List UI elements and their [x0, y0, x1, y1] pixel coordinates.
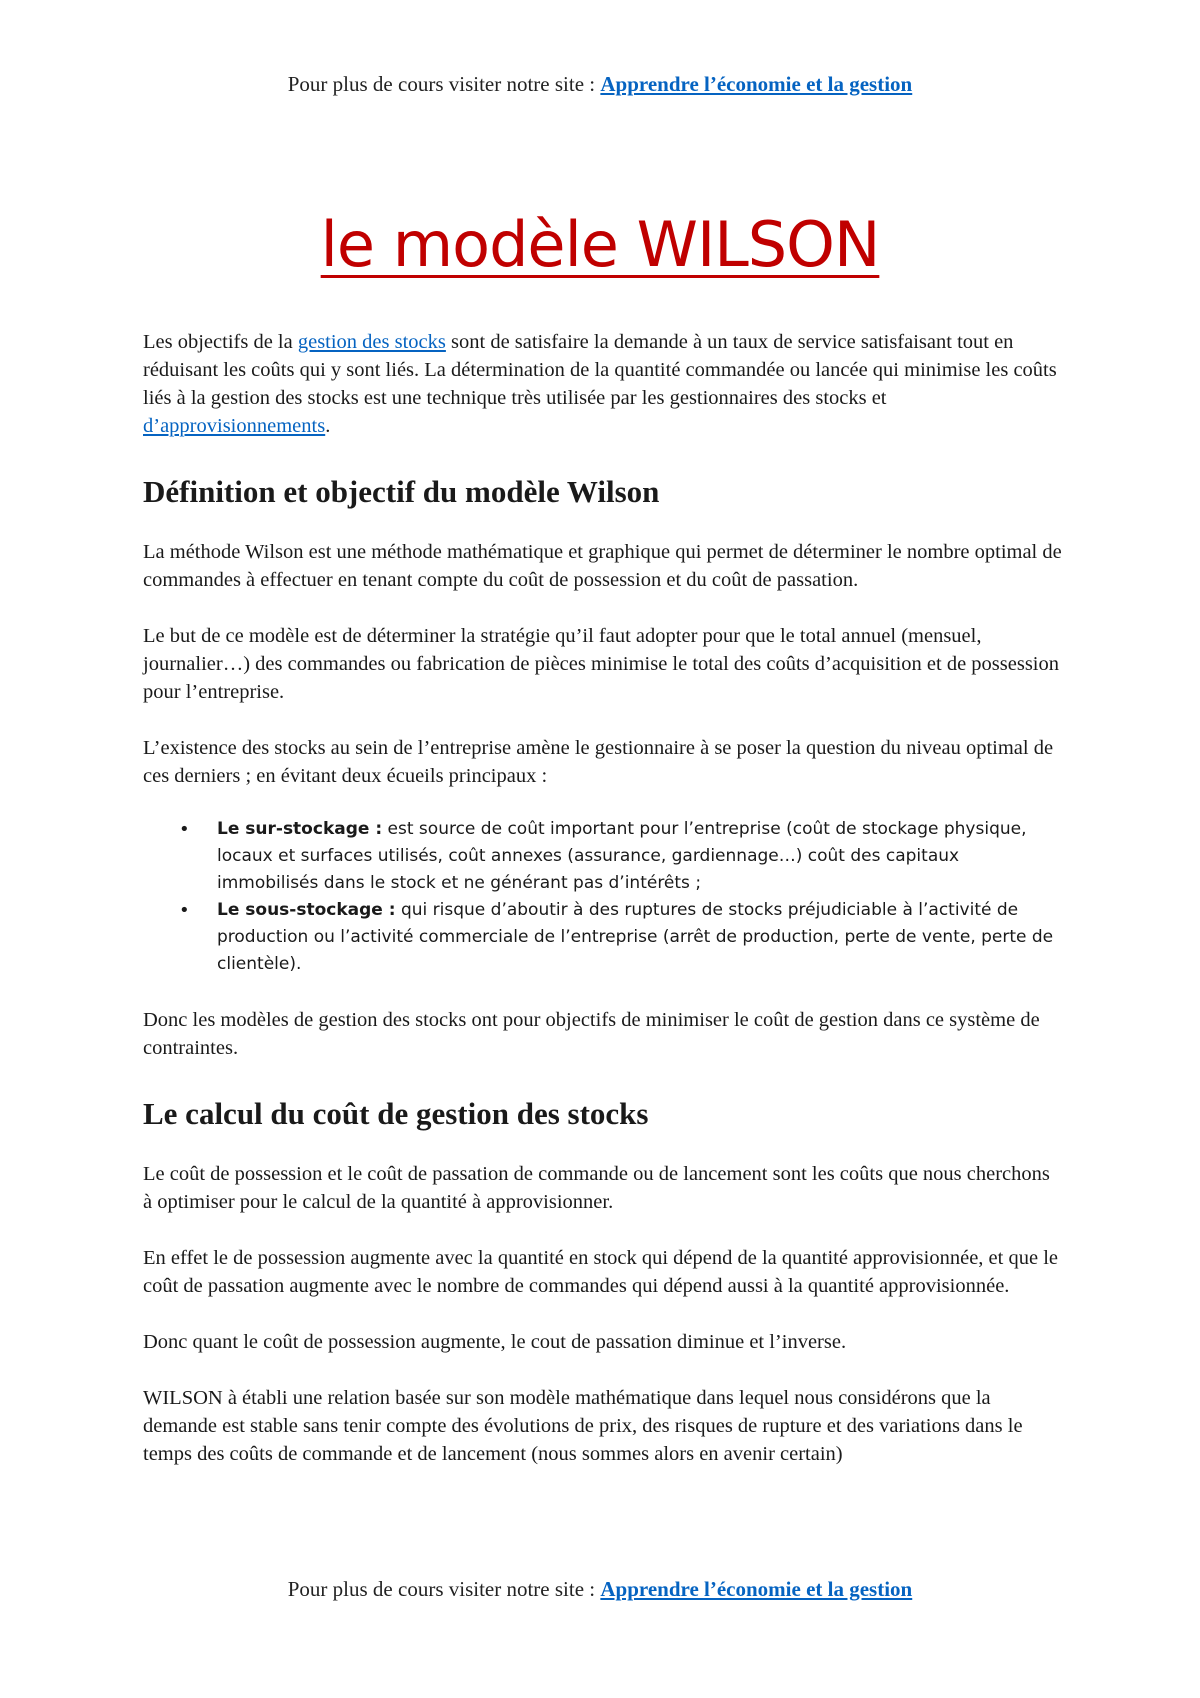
link-gestion-des-stocks[interactable]: gestion des stocks	[297, 331, 446, 353]
header-prefix: Pour plus de cours visiter notre site :	[287, 72, 601, 96]
definition-paragraph-2: Le but de ce modèle est de déterminer la stratégie qu’il faut adopter pour que le total annuel (mensuel, journalier…) des commandes ou fabrication de pièces minimise le total des coûts d’acquisition et de possession pour l’entreprise.	[143, 625, 1060, 703]
definition-paragraph-3: L’existence des stocks au sein de l’entreprise amène le gestionnaire à se poser la question du niveau optimal de ces derniers ; en évitant deux écueils principaux :	[143, 737, 1054, 787]
pitfalls-list	[143, 816, 1063, 978]
calcul-paragraph-1: Le coût de possession et le coût de passation de commande ou de lancement sont les coûts que nous cherchons à optimiser pour le calcul de la quantité à approvisionner.	[143, 1163, 1050, 1213]
calcul-paragraph-3: Donc quant le coût de possession augmente, le cout de passation diminue et l’inverse.	[143, 1331, 847, 1353]
list-item-sur-stockage	[217, 816, 1063, 897]
section-heading-definition: Définition et objectif du modèle Wilson	[143, 474, 660, 509]
list-item-head: Le sous-stockage :	[217, 900, 396, 920]
intro-text-1: Les objectifs de la	[143, 331, 298, 353]
header-banner	[0, 72, 1200, 97]
intro-text-3: .	[325, 415, 331, 437]
intro-text-2: sont de satisfaire la demande à un taux de service satisfaisant tout en réduisant les coûts qui y sont liés. La détermination de la quantité commandée ou lancée qui minimise les coûts liés à la gestion des stocks est une technique très utilisée par les gestionnaires des stocks et	[143, 331, 1057, 409]
list-item-head: Le sur-stockage :	[217, 819, 383, 839]
definition-paragraph-1: La méthode Wilson est une méthode mathématique et graphique qui permet de déterminer le nombre optimal de commandes à effectuer en tenant compte du coût de possession et du coût de passation.	[143, 541, 1062, 591]
list-item-text: qui risque d’aboutir à des ruptures de stocks préjudiciable à l’activité de production ou l’activité commerciale de l’entreprise (arrêt de production, perte de vente, perte de clientèle).	[217, 900, 1054, 974]
header-site-link[interactable]: Apprendre l’économie et la gestion	[600, 72, 913, 96]
document-body	[143, 328, 1063, 1468]
calcul-paragraph-2: En effet le de possession augmente avec la quantité en stock qui dépend de la quantité approvisionnée, et que le coût de passation augmente avec le nombre de commandes qui dépend aussi à la quantité approvisionnée.	[143, 1247, 1058, 1297]
link-approvisionnements[interactable]: d’approvisionnements	[143, 415, 326, 437]
intro-paragraph	[143, 328, 1063, 440]
footer-prefix: Pour plus de cours visiter notre site :	[287, 1577, 601, 1601]
footer-site-link[interactable]: Apprendre l’économie et la gestion	[600, 1577, 913, 1601]
section-heading-calcul: Le calcul du coût de gestion des stocks	[143, 1096, 649, 1131]
list-item-text: est source de coût important pour l’entreprise (coût de stockage physique, locaux et surfaces utilisés, coût annexes (assurance, gardiennage…) coût des capitaux immobilisés dans le stock et ne générant pas d’intérêts ;	[217, 819, 1027, 893]
definition-paragraph-4: Donc les modèles de gestion des stocks ont pour objectifs de minimiser le coût de gestion dans ce système de contraintes.	[143, 1009, 1040, 1059]
calcul-paragraph-4: WILSON à établi une relation basée sur son modèle mathématique dans lequel nous considérons que la demande est stable sans tenir compte des évolutions de prix, des risques de rupture et des variations dans le temps des coûts de commande et de lancement (nous sommes alors en avenir certain)	[143, 1387, 1023, 1465]
footer-banner	[0, 1577, 1200, 1602]
page-title: le modèle WILSON	[320, 208, 880, 281]
list-item-sous-stockage	[217, 897, 1063, 978]
